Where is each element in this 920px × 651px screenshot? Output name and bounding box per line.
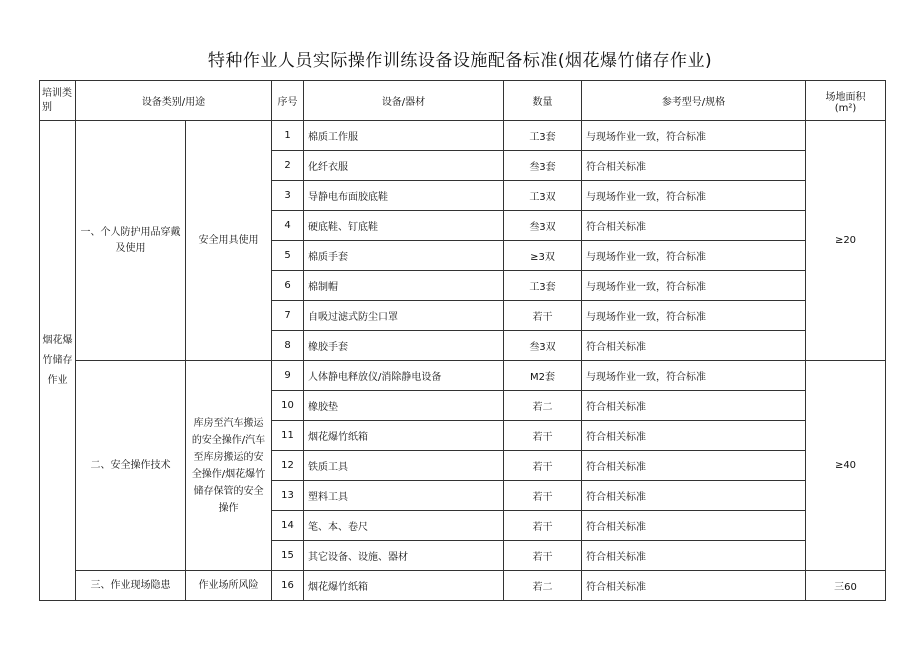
area-cell: ≥20 <box>806 121 886 361</box>
reference-cell: 符合相关标准 <box>582 511 806 541</box>
reference-cell: 符合相关标准 <box>582 421 806 451</box>
equipment-cell: 人体静电释放仪/消除静电设备 <box>304 361 504 391</box>
header-training-category: 培训类别 <box>40 81 76 121</box>
equipment-category-cell: 二、安全操作技术 <box>76 361 186 571</box>
header-row <box>40 81 886 121</box>
equipment-category-cell: 一、个人防护用品穿戴及使用 <box>76 121 186 361</box>
seq-cell: 4 <box>272 211 304 241</box>
equipment-cell: 导静电布面胶底鞋 <box>304 181 504 211</box>
equipment-standard-table <box>39 80 886 601</box>
quantity-cell: 若干 <box>504 511 582 541</box>
seq-cell: 3 <box>272 181 304 211</box>
reference-cell: 与现场作业一致，符合标准 <box>582 301 806 331</box>
seq-cell: 16 <box>272 571 304 601</box>
quantity-cell: ≥3双 <box>504 241 582 271</box>
quantity-cell: M2套 <box>504 361 582 391</box>
seq-cell: 7 <box>272 301 304 331</box>
area-cell: ≥40 <box>806 361 886 571</box>
seq-cell: 2 <box>272 151 304 181</box>
quantity-cell: 工3双 <box>504 181 582 211</box>
quantity-cell: 叁3双 <box>504 331 582 361</box>
equipment-cell: 硬底鞋、钉底鞋 <box>304 211 504 241</box>
quantity-cell: 叁3套 <box>504 151 582 181</box>
equipment-cell: 橡胶垫 <box>304 391 504 421</box>
reference-cell: 符合相关标准 <box>582 211 806 241</box>
table-row <box>40 121 886 151</box>
reference-cell: 与现场作业一致，符合标准 <box>582 121 806 151</box>
equipment-category-cell: 三、作业现场隐患 <box>76 571 186 601</box>
equipment-usage-cell: 作业场所风险 <box>186 571 272 601</box>
reference-cell: 符合相关标准 <box>582 151 806 181</box>
seq-cell: 8 <box>272 331 304 361</box>
equipment-cell: 自吸过滤式防尘口罩 <box>304 301 504 331</box>
seq-cell: 12 <box>272 451 304 481</box>
reference-cell: 与现场作业一致，符合标准 <box>582 361 806 391</box>
header-area-unit: (m²) <box>834 102 857 114</box>
reference-cell: 符合相关标准 <box>582 391 806 421</box>
equipment-cell: 烟花爆竹纸箱 <box>304 421 504 451</box>
equipment-cell: 橡胶手套 <box>304 331 504 361</box>
reference-cell: 与现场作业一致，符合标准 <box>582 181 806 211</box>
header-area-label: 场地面积 <box>825 91 866 103</box>
seq-cell: 1 <box>272 121 304 151</box>
header-area <box>806 81 886 121</box>
seq-cell: 6 <box>272 271 304 301</box>
equipment-usage-cell: 安全用具使用 <box>186 121 272 361</box>
equipment-cell: 化纤衣服 <box>304 151 504 181</box>
seq-cell: 13 <box>272 481 304 511</box>
training-category-cell: 烟花爆竹储存作业 <box>40 121 76 601</box>
equipment-cell: 棉质手套 <box>304 241 504 271</box>
header-seq: 序号 <box>272 81 304 121</box>
reference-cell: 与现场作业一致，符合标准 <box>582 241 806 271</box>
equipment-cell: 塑料工具 <box>304 481 504 511</box>
equipment-cell: 烟花爆竹纸箱 <box>304 571 504 601</box>
quantity-cell: 叁3双 <box>504 211 582 241</box>
reference-cell: 符合相关标准 <box>582 481 806 511</box>
quantity-cell: 若二 <box>504 391 582 421</box>
table-row <box>40 361 886 391</box>
header-reference: 参考型号/规格 <box>582 81 806 121</box>
reference-cell: 符合相关标准 <box>582 331 806 361</box>
reference-cell: 符合相关标准 <box>582 541 806 571</box>
seq-cell: 15 <box>272 541 304 571</box>
quantity-cell: 工3套 <box>504 121 582 151</box>
equipment-cell: 笔、本、卷尺 <box>304 511 504 541</box>
quantity-cell: 若干 <box>504 301 582 331</box>
equipment-cell: 其它设备、设施、器材 <box>304 541 504 571</box>
equipment-cell: 棉制帽 <box>304 271 504 301</box>
header-quantity: 数量 <box>504 81 582 121</box>
quantity-cell: 若干 <box>504 541 582 571</box>
seq-cell: 5 <box>272 241 304 271</box>
equipment-usage-cell: 库房至汽车搬运的安全操作/汽车至库房搬运的安全操作/烟花爆竹储存保管的安全操作 <box>186 361 272 571</box>
header-equipment: 设备/器材 <box>304 81 504 121</box>
seq-cell: 9 <box>272 361 304 391</box>
quantity-cell: 若干 <box>504 451 582 481</box>
quantity-cell: 工3套 <box>504 271 582 301</box>
seq-cell: 10 <box>272 391 304 421</box>
seq-cell: 11 <box>272 421 304 451</box>
seq-cell: 14 <box>272 511 304 541</box>
reference-cell: 符合相关标准 <box>582 451 806 481</box>
equipment-cell: 铁质工具 <box>304 451 504 481</box>
area-cell: 三60 <box>806 571 886 601</box>
quantity-cell: 若干 <box>504 481 582 511</box>
reference-cell: 符合相关标准 <box>582 571 806 601</box>
header-equipment-category: 设备类别/用途 <box>76 81 272 121</box>
reference-cell: 与现场作业一致，符合标准 <box>582 271 806 301</box>
table-row <box>40 571 886 601</box>
quantity-cell: 若二 <box>504 571 582 601</box>
page-title: 特种作业人员实际操作训练设备设施配备标准(烟花爆竹储存作业) <box>207 51 713 71</box>
equipment-cell: 棉质工作服 <box>304 121 504 151</box>
quantity-cell: 若干 <box>504 421 582 451</box>
